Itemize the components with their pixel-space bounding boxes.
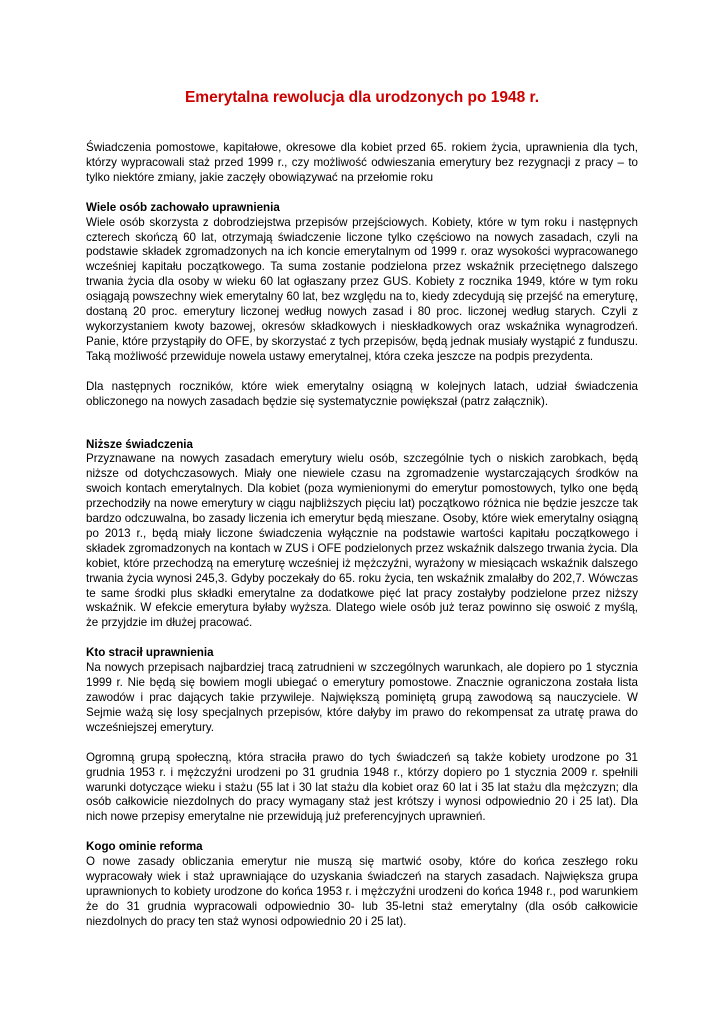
section-paragraph: Wiele osób skorzysta z dobrodziejstwa przepisów przejściowych. Kobiety, które w tym roku i następnych czterech skończą 60 lat, otrzymają świadczenie liczone tylko częściowo na nowych zasadach, czyli na podstawie składek zgromadzonych na ich koncie emerytalnym od 1999 r. oraz wysokości wypracowanego wcześniej kapitału początkowego. Ta suma zostanie podzielona przez wskaźnik przeciętnego dalszego trwania życia dla osoby w wieku 60 lat ogłaszany przez GUS. Kobiety z rocznika 1949, które w tym roku osiągają powszechny wiek emerytalny 60 lat, bez względu na to, kiedy zdecydują się przejść na emeryturę, dostaną 20 proc. emerytury liczonej według nowych zasad i 80 proc. liczonej według starych. Czyli z wykorzystaniem kwoty bazowej, okresów składkowych i nieskładkowych oraz wskaźnika wynagrodzeń. Panie, które przystąpiły do OFE, by skorzystać z tych przepisów, będą jednak musiały wystąpić z funduszu. Taką możliwość przewiduje nowela ustawy emerytalnej, która czeka jeszcze na podpis prezydenta. [86, 215, 638, 363]
section-heading-nizsze-swiadczenia: Niższe świadczenia [86, 437, 193, 451]
section-heading-kogo-ominie: Kogo ominie reforma [86, 840, 203, 854]
lead-paragraph: Świadczenia pomostowe, kapitałowe, okresowe dla kobiet przed 65. rokiem życia, uprawnienia dla tych, którzy wypracowali staż przed 1999 r., czy możliwość odwieszania emerytury bez rezygnacji z pracy – to tylko niektóre zmiany, jakie zaczęły obowiązywać na przełomie roku [86, 141, 638, 184]
document-title: Emerytalna rewolucja dla urodzonych po 1948 r. [184, 89, 540, 106]
section-heading-uprawnienia: Wiele osób zachowało uprawnienia [86, 200, 280, 214]
document-page [86, 88, 638, 930]
section-paragraph: O nowe zasady obliczania emerytur nie muszą się martwić osoby, które do końca zeszłego roku wypracowały wiek i staż uprawniające do uzyskania świadczeń na starych zasadach. Największa grupa uprawnionych to kobiety urodzone do końca 1953 r. i mężczyźni urodzeni do końca 1948 r., pod warunkiem że do 31 grudnia wypracowali odpowiednio 30- lub 35-letni staż emerytalny (dla osób całkowicie niezdolnych do pracy ten staż wynosi odpowiednio 20 i 25 lat). [86, 855, 638, 928]
section-heading-kto-stracil: Kto stracił uprawnienia [86, 646, 214, 660]
section-paragraph: Na nowych przepisach najbardziej tracą zatrudnieni w szczególnych warunkach, ale dopiero po 1 stycznia 1999 r. Nie będą się bowiem mogli ubiegać o emerytury pomostowe. Znacznie ograniczona została lista zawodów i prac dających takie przywileje. Największą pominiętą grupą zawodową są nauczyciele. W Sejmie ważą się losy specjalnych przepisów, które dałyby im prawo do rekompensat za utratę prawa do wcześniejszej emerytury. [86, 661, 638, 734]
section-paragraph: Przyznawane na nowych zasadach emerytury wielu osób, szczególnie tych o niskich zarobkach, będą niższe od dotychczasowych. Miały one niewiele czasu na zgromadzenie wystarczających środków na swoich kontach emerytalnych. Dla kobiet (poza wymienionymi do emerytur pomostowych, tylko one będą przechodziły na nowe emerytury w ciągu najbliższych pięciu lat) początkowo różnica nie będzie jeszcze tak bardzo odczuwalna, bo zasady liczenia ich emerytur będą mieszane. Osoby, które wiek emerytalny osiągną po 2013 r., będą miały liczone świadczenia wyłącznie na podstawie wartości kapitału początkowego i składek zgromadzonych na kontach w ZUS i OFE podzielonych przez wskaźnik dalszego trwania życia. Dla kobiet, które przechodzą na emeryturę wcześniej iż mężczyźni, wyrażony w miesiącach wskaźnik dalszego trwania życia wynosi 245,3. Gdyby poczekały do 65. roku życia, ten wskaźnik zmalałby do 202,7. Wówczas te same środki plus składki emerytalne za dodatkowe pięć lat pracy zostałyby podzielone przez niższy wskaźnik. W efekcie emerytura byłaby wyższa. Dlatego wiele osób już teraz powinno się oswoić z myślą, że przyjdzie im dłużej pracować. [86, 452, 638, 630]
section-paragraph: Ogromną grupą społeczną, która straciła prawo do tych świadczeń są także kobiety urodzone po 31 grudnia 1953 r. i mężczyźni urodzeni po 31 grudnia 1948 r., którzy dopiero po 1 stycznia 2009 r. spełnili warunki dotyczące wieku i stażu (55 lat i 30 lat stażu dla kobiet oraz 60 lat i 35 lat stażu dla mężczyzn; dla osób całkowicie niezdolnych do pracy wymagany staż jest krótszy i wynosi odpowiednio 20 i 25 lat). Dla nich nowe przepisy emerytalne nie przewidują już preferencyjnych uprawnień. [86, 750, 638, 824]
section-paragraph: Dla następnych roczników, które wiek emerytalny osiągną w kolejnych latach, udział świadczenia obliczonego na nowych zasadach będzie się systematycznie powiększał (patrz załącznik). [86, 379, 638, 408]
